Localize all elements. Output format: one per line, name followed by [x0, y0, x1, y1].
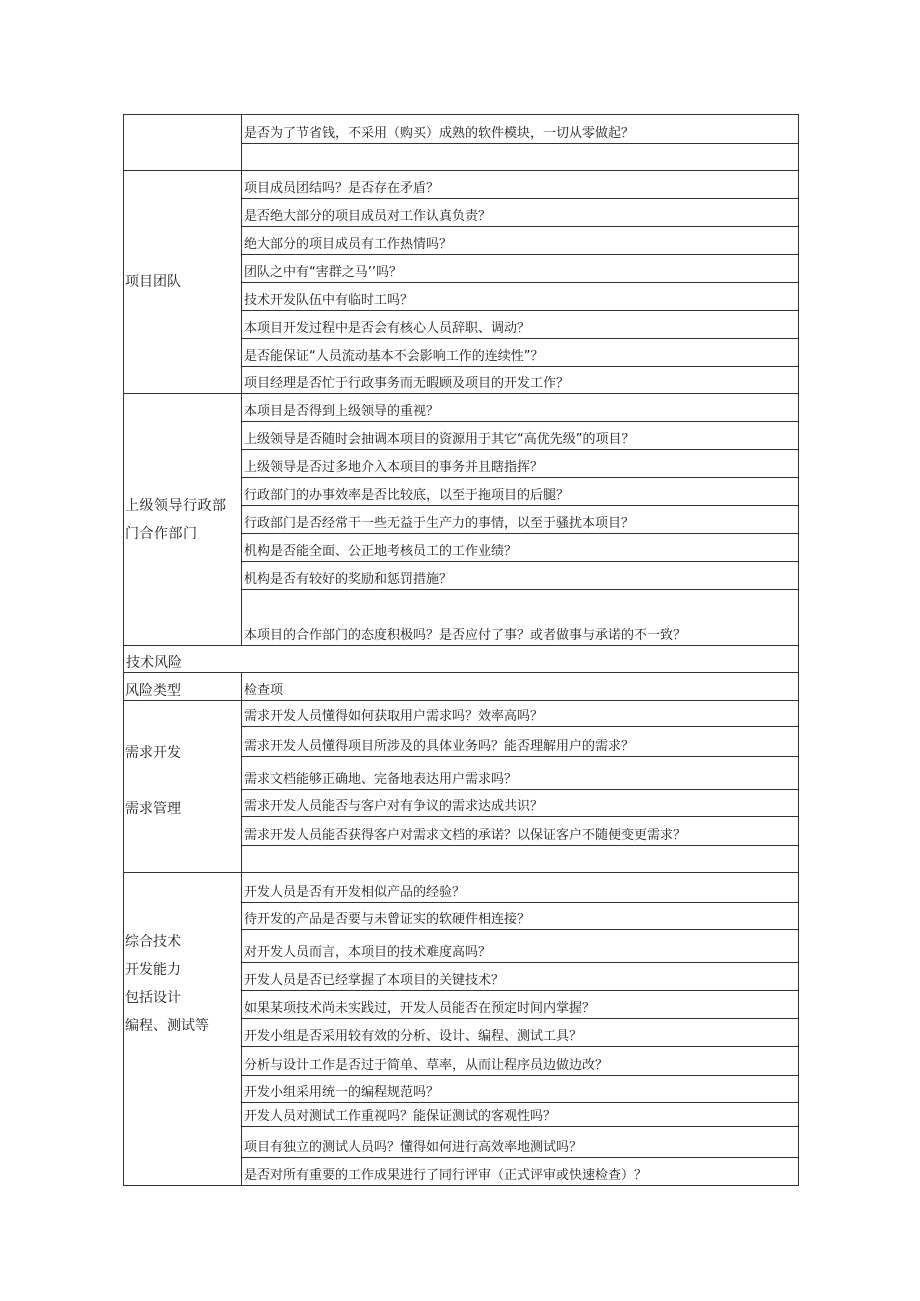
category-project-team: [124, 171, 242, 394]
check-item: 需求开发人员能否与客户对有争议的需求达成共识？: [242, 790, 799, 817]
category-tech-capability: [124, 873, 242, 1186]
check-item: 本项目开发过程中是否会有核心人员辞职、调动？: [242, 311, 799, 339]
category-label: 开发能力: [125, 962, 181, 978]
column-header-check-item: 检查项: [242, 673, 799, 701]
top-category-cell: [124, 115, 242, 171]
risk-checklist-page: [123, 114, 798, 1186]
risk-checklist-table: [123, 114, 799, 1186]
check-item: 开发人员是否有开发相似产品的经验？: [242, 873, 799, 903]
table-row: [124, 646, 799, 673]
category-label: 需求管理: [125, 801, 181, 817]
table-row: [124, 394, 799, 422]
check-item: 机构是否有较好的奖励和惩罚措施？: [242, 562, 799, 590]
table-row: [124, 115, 799, 144]
check-item: 本项目是否得到上级领导的重视？: [242, 394, 799, 422]
table-row: [124, 171, 799, 199]
category-label: 项目团队: [125, 274, 181, 290]
check-item: 本项目的合作部门的态度积极吗？是否应付了事？或者做事与承诺的不一致？: [242, 590, 799, 646]
category-label: 需求开发: [125, 745, 181, 761]
check-item-empty: [242, 144, 799, 171]
table-row: [124, 701, 799, 727]
check-item: 开发小组是否采用较有效的分析、设计、编程、测试工具？: [242, 1019, 799, 1047]
check-item: 上级领导是否随时会抽调本项目的资源用于其它“高优先级”的项目？: [242, 422, 799, 450]
check-item: 上级领导是否过多地介入本项目的事务并且瞎指挥？: [242, 450, 799, 478]
check-item: 如果某项技术尚未实践过，开发人员能否在预定时间内掌握？: [242, 991, 799, 1019]
check-item: 待开发的产品是否要与未曾证实的软硬件相连接？: [242, 903, 799, 930]
check-item: 项目有独立的测试人员吗？懂得如何进行高效率地测试吗？: [242, 1127, 799, 1158]
table-header-row: [124, 673, 799, 701]
check-item: 项目成员团结吗？是否存在矛盾？: [242, 171, 799, 199]
check-item: 开发人员对测试工作重视吗？能保证测试的客观性吗？: [242, 1103, 799, 1127]
check-item: 技术开发队伍中有临时工吗？: [242, 283, 799, 311]
check-item: 机构是否能全面、公正地考核员工的工作业绩？: [242, 534, 799, 562]
check-item: 是否能保证“人员流动基本不会影响工作的连续性”？: [242, 339, 799, 367]
check-item: 行政部门是否经常干一些无益于生产力的事情，以至于骚扰本项目？: [242, 506, 799, 534]
category-label: 包括设计: [125, 990, 181, 1006]
check-item: 需求开发人员能否获得客户对需求文档的承诺？以保证客户不随便变更需求？: [242, 817, 799, 846]
category-requirements: [124, 701, 242, 873]
check-item: 是否对所有重要的工作成果进行了同行评审（正式评审或快速检查）？: [242, 1158, 799, 1186]
check-item: 行政部门的办事效率是否比较底，以至于拖项目的后腿？: [242, 478, 799, 506]
check-item: 需求开发人员懂得项目所涉及的具体业务吗？能否理解用户的需求？: [242, 727, 799, 757]
check-item: 是否绝大部分的项目成员对工作认真负责？: [242, 199, 799, 227]
category-label: 编程、测试等: [125, 1018, 209, 1034]
check-item: 开发小组采用统一的编程规范吗？: [242, 1076, 799, 1103]
check-item-empty: [242, 846, 799, 873]
check-item: 团队之中有“害群之马’’吗？: [242, 255, 799, 283]
check-item: 需求开发人员懂得如何获取用户需求吗？效率高吗？: [242, 701, 799, 727]
section-title: 技术风险: [124, 646, 799, 673]
table-row: [124, 873, 799, 903]
category-leadership: [124, 394, 242, 646]
column-header-risk-type: 风险类型: [124, 673, 242, 701]
category-label: 综合技术: [125, 934, 181, 950]
check-item: 绝大部分的项目成员有工作热情吗？: [242, 227, 799, 255]
check-item: 开发人员是否已经掌握了本项目的关键技术？: [242, 963, 799, 991]
check-item: 是否为了节省钱，不采用（购买）成熟的软件模块，一切从零做起？: [242, 115, 799, 144]
category-label: 上级领导行政部门合作部门: [125, 497, 227, 542]
check-item: 项目经理是否忙于行政事务而无暇顾及项目的开发工作？: [242, 367, 799, 394]
check-item: 对开发人员而言，本项目的技术难度高吗？: [242, 930, 799, 963]
check-item: 需求文档能够正确地、完备地表达用户需求吗？: [242, 757, 799, 790]
check-item: 分析与设计工作是否过于简单、草率，从而让程序员边做边改？: [242, 1047, 799, 1076]
